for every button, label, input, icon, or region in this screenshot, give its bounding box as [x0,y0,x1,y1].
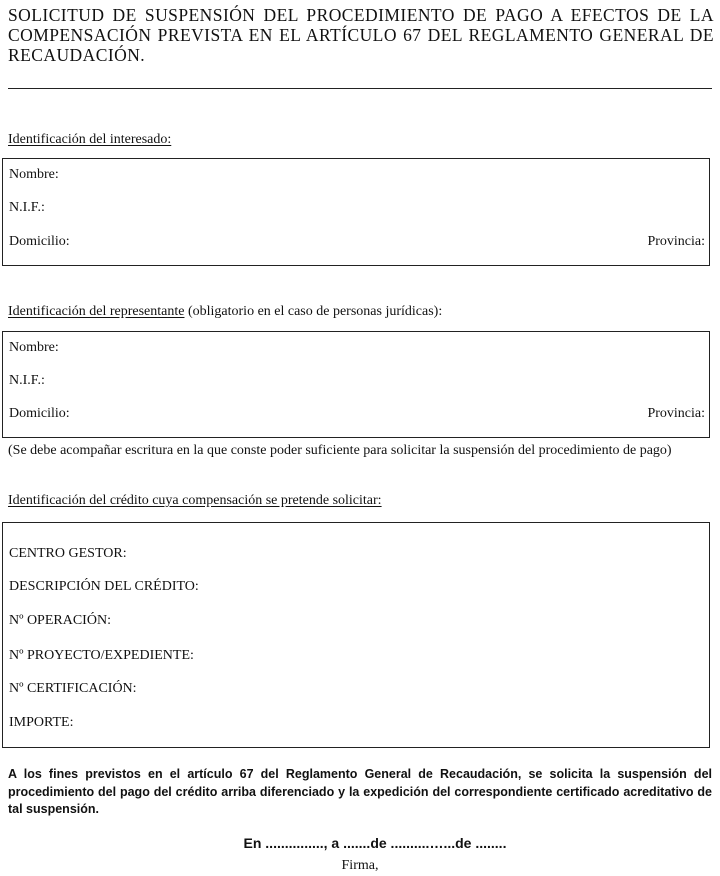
credito-centro-gestor-label: CENTRO GESTOR: [9,546,127,561]
credito-proyecto-label: Nº PROYECTO/EXPEDIENTE: [9,648,194,663]
representante-heading: Identificación del representante [8,304,185,319]
representante-note: (Se debe acompañar escritura en la que conste poder suficiente para solicitar la suspensión del procedimiento de pago) [8,443,672,458]
interesado-domicilio-label: Domicilio: [9,234,70,249]
representante-domicilio-label: Domicilio: [9,406,70,421]
credito-box [2,522,710,748]
credito-operacion-label: Nº OPERACIÓN: [9,613,111,628]
interesado-heading: Identificación del interesado: [8,132,172,147]
title-divider [8,88,712,89]
representante-box [2,331,710,438]
interesado-box [2,158,710,266]
credito-heading: Identificación del crédito cuya compensación se pretende solicitar: [8,493,382,508]
interesado-nif-label: N.I.F.: [9,200,45,215]
representante-nombre-label: Nombre: [9,340,59,355]
place-date-line: En ..............., a .......de ..........…...de ........ [243,835,507,851]
interesado-provincia-label: Provincia: [647,234,705,249]
representante-provincia-label: Provincia: [647,406,705,421]
interesado-nombre-label: Nombre: [9,167,59,182]
document-title: SOLICITUD DE SUSPENSIÓN DEL PROCEDIMIENTO DE PAGO A EFECTOS DE LA COMPENSACIÓN PREVISTA EN EL ARTÍCULO 67 DEL REGLAMENTO GENERAL DE RECAUDACIÓN. [8,5,714,65]
declaration-text: A los fines previstos en el artículo 67 del Reglamento General de Recaudación, se solicita la suspensión del procedimiento del pago del crédito arriba diferenciado y la expedición del correspondiente certificado acreditativo de tal suspensión. [8,767,712,816]
credito-descripcion-label: DESCRIPCIÓN DEL CRÉDITO: [9,579,199,594]
representante-heading-note: (obligatorio en el caso de personas jurídicas): [184,304,443,319]
signature-label: Firma, [341,858,379,873]
credito-certificacion-label: Nº CERTIFICACIÓN: [9,681,137,696]
representante-nif-label: N.I.F.: [9,373,45,388]
credito-importe-label: IMPORTE: [9,715,74,730]
representante-heading-line [8,303,442,320]
